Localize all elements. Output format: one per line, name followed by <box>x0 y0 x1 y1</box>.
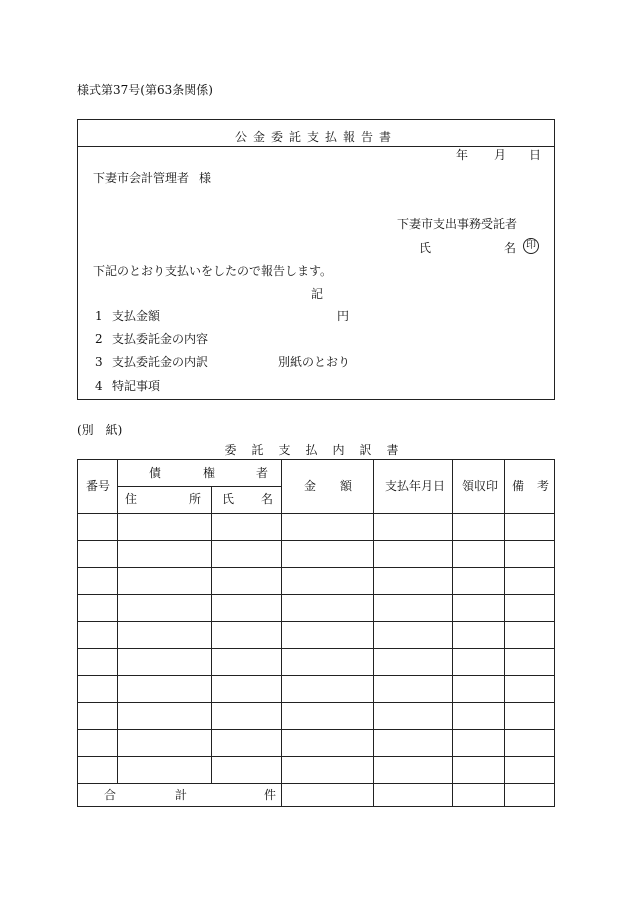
header-creditor-char: 権 <box>203 466 216 480</box>
report-title: 公金委託支払報告書 <box>234 130 397 144</box>
row-line <box>78 648 554 649</box>
item-number: 3 <box>95 355 103 369</box>
addressee: 下妻市会計管理者 <box>93 171 190 185</box>
row-line <box>78 594 554 595</box>
seal-mark: 印 <box>523 238 539 254</box>
total-label-char: 計 <box>175 788 188 802</box>
trustee-label: 下妻市支出事務受託者 <box>397 217 518 231</box>
header-payment-date: 支払年月日 <box>385 479 446 493</box>
header-amount-char: 金 <box>304 479 317 493</box>
column-line <box>373 460 374 806</box>
column-line <box>211 486 212 783</box>
item-payment-amount-label: 支払金額 <box>112 309 161 323</box>
form-number: 様式第37号(第63条関係) <box>77 83 213 97</box>
column-line <box>117 460 118 783</box>
item-number: 2 <box>95 332 103 346</box>
row-line <box>78 567 554 568</box>
item-content-label: 支払委託金の内容 <box>112 332 209 346</box>
total-count-unit: 件 <box>264 788 277 802</box>
item-number: 1 <box>95 309 103 323</box>
header-remarks-char: 考 <box>537 479 550 493</box>
column-line <box>452 460 453 806</box>
row-line <box>78 783 554 784</box>
item-special-notes-label: 特記事項 <box>112 379 161 393</box>
header-amount-char: 額 <box>340 479 353 493</box>
row-line <box>78 756 554 757</box>
item-breakdown-label: 支払委託金の内訳 <box>112 355 209 369</box>
header-address-char: 住 <box>125 492 138 506</box>
header-number: 番号 <box>86 479 111 493</box>
attachment-label: (別 紙) <box>77 423 123 437</box>
creditor-subheader-line <box>117 486 281 487</box>
header-bottom-line <box>78 513 554 514</box>
header-name-char: 氏 <box>222 492 235 506</box>
item-number: 4 <box>95 379 103 393</box>
row-line <box>78 540 554 541</box>
date-year-label: 年 <box>456 148 469 162</box>
item-breakdown-value: 別紙のとおり <box>278 355 351 369</box>
header-name-char: 名 <box>261 492 274 506</box>
header-creditor-char: 債 <box>149 466 162 480</box>
row-line <box>78 621 554 622</box>
header-receipt-seal: 領収印 <box>462 479 499 493</box>
header-remarks-char: 備 <box>512 479 525 493</box>
row-line <box>78 729 554 730</box>
report-statement: 下記のとおり支払いをしたので報告します。 <box>93 264 333 278</box>
column-line <box>504 460 505 806</box>
addressee-title: 様 <box>199 171 212 185</box>
report-title-row <box>78 120 554 147</box>
header-creditor-char: 者 <box>256 466 269 480</box>
row-line <box>78 675 554 676</box>
date-day-label: 日 <box>529 148 542 162</box>
breakdown-title: 委託支払内訳書 <box>224 443 414 457</box>
ki-label: 記 <box>311 287 324 301</box>
column-line <box>281 460 282 806</box>
date-month-label: 月 <box>494 148 507 162</box>
breakdown-table <box>77 459 555 807</box>
total-label-char: 合 <box>104 788 117 802</box>
row-line <box>78 702 554 703</box>
header-address-char: 所 <box>189 492 202 506</box>
item-payment-amount-unit: 円 <box>337 309 350 323</box>
name-suffix: 名 <box>504 241 517 255</box>
name-label: 氏 <box>419 241 432 255</box>
